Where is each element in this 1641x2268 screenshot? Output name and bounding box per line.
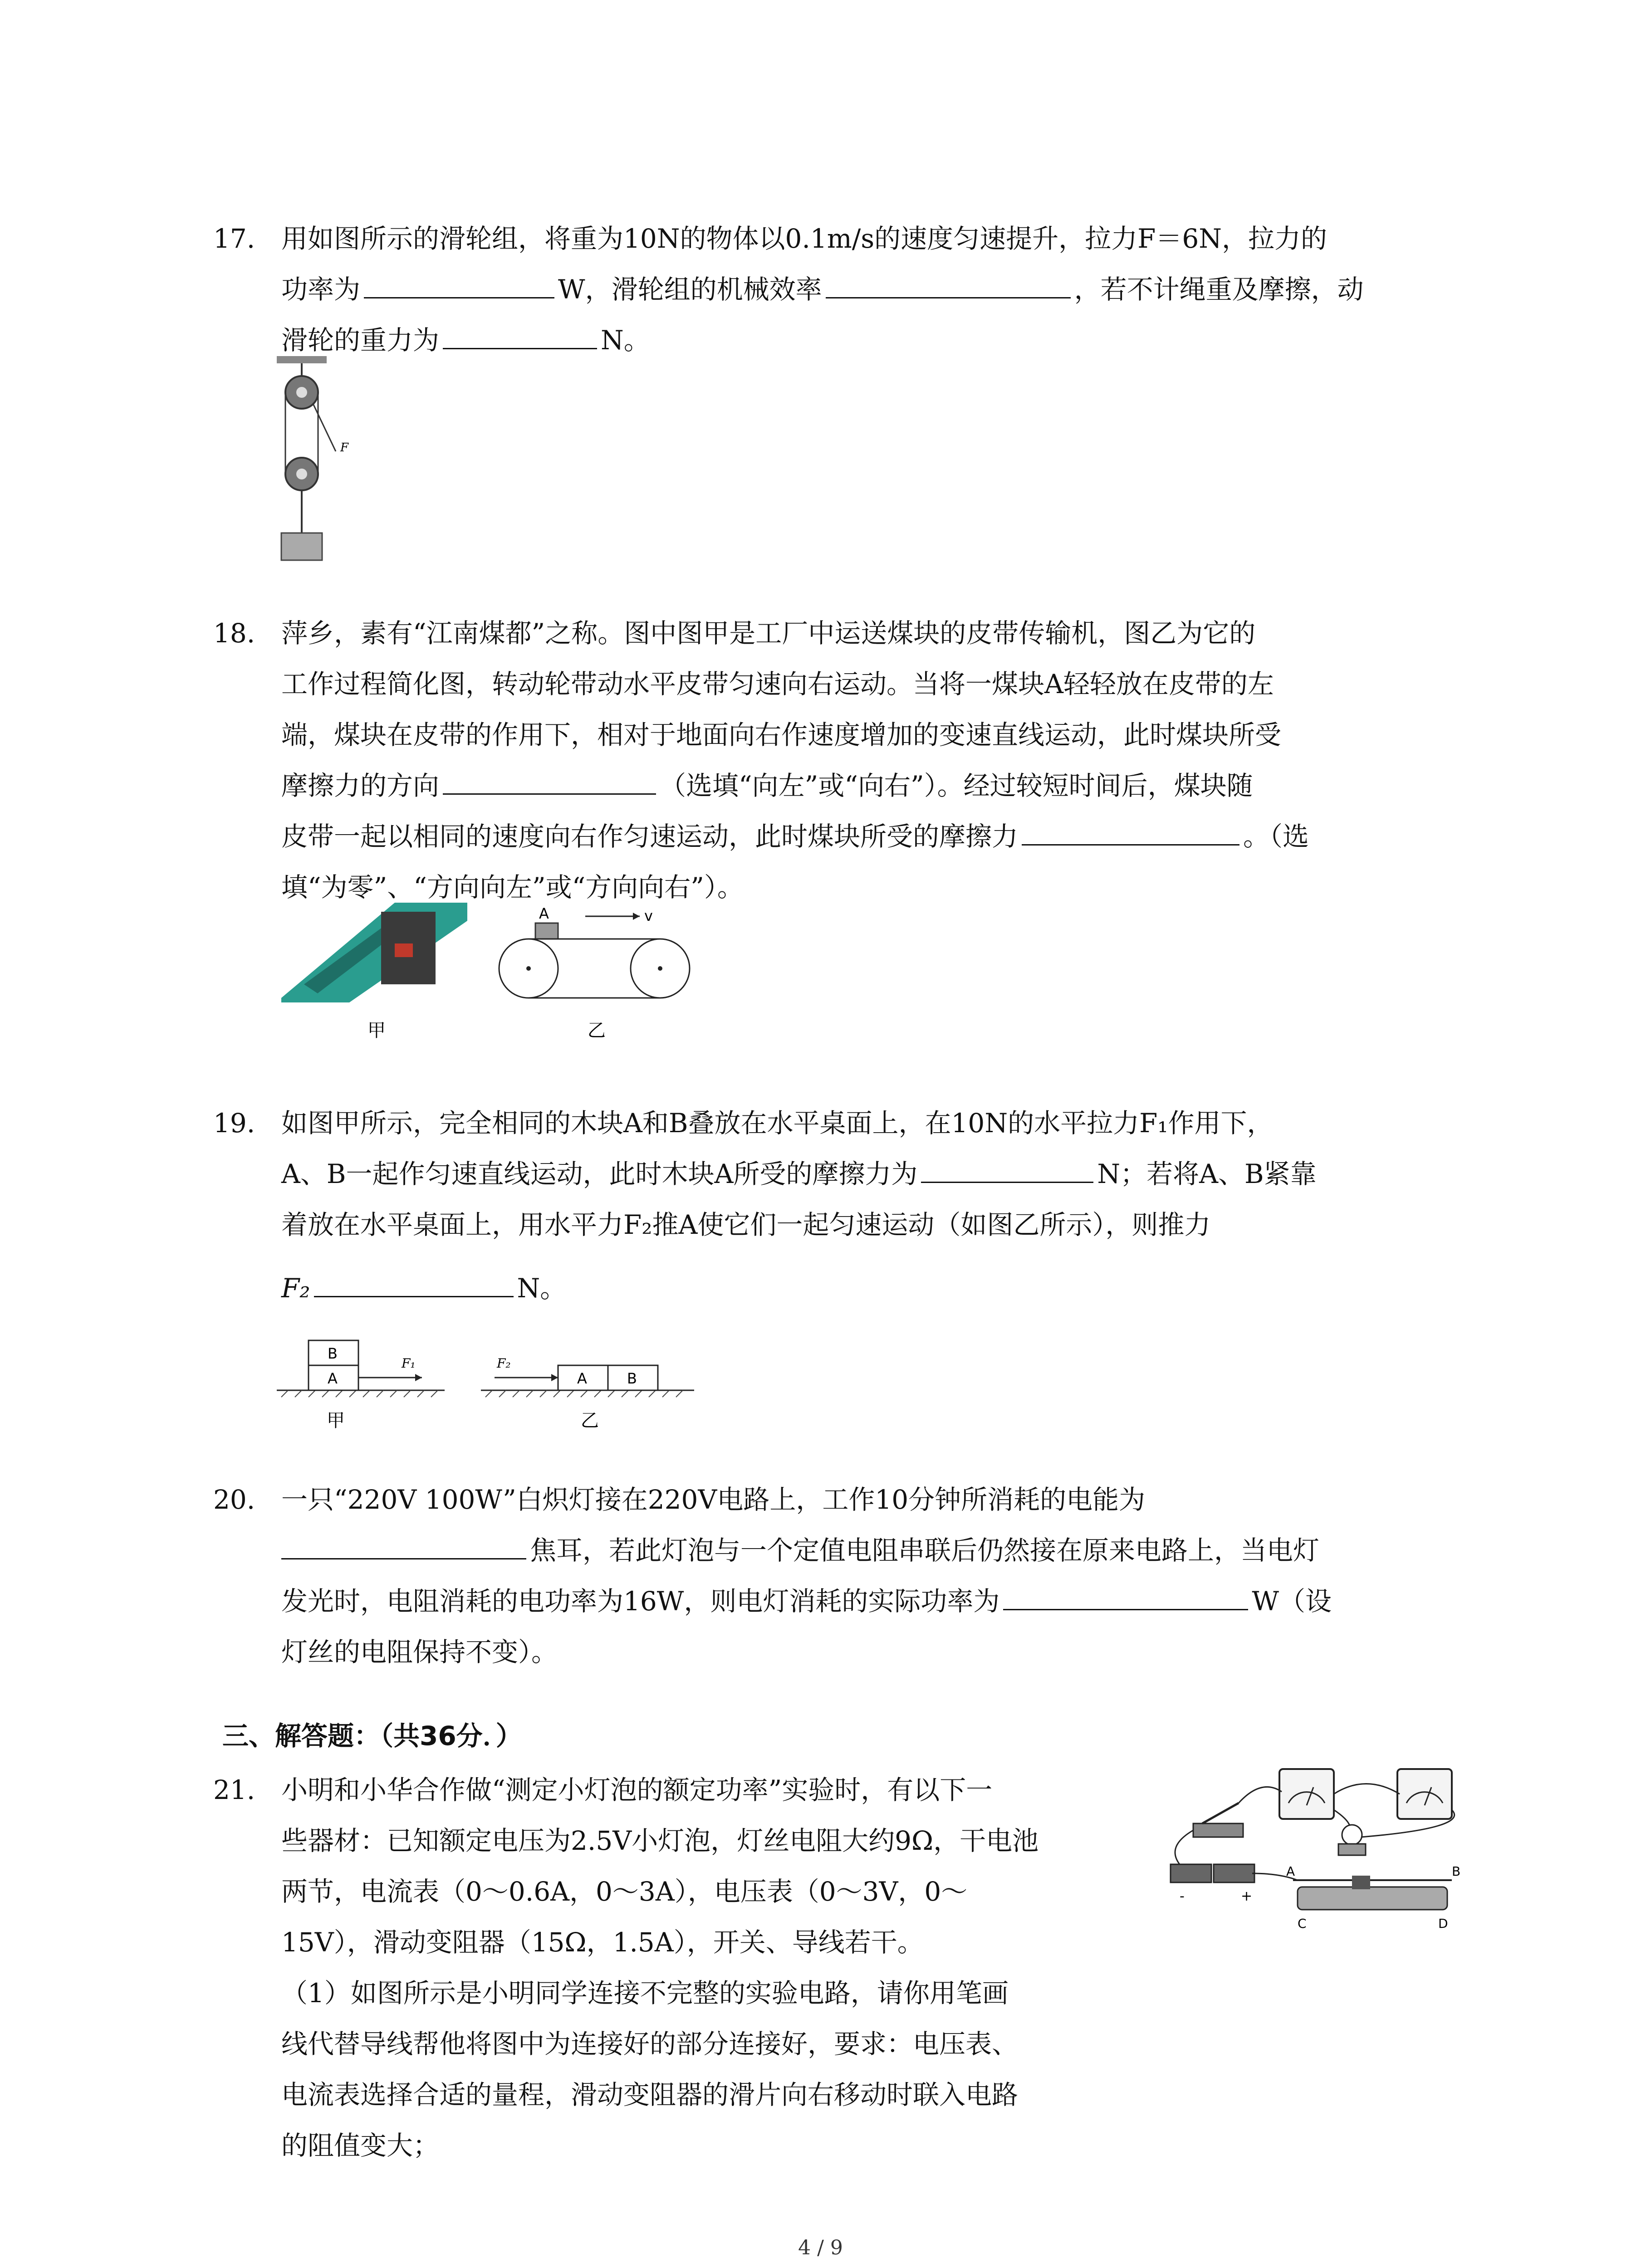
blocks-figure [272,1320,708,1433]
q21-line-1: 小明和小华合作做“测定小灯泡的额定功率”实验时，有以下一 [281,1774,993,1805]
answer-blank[interactable] [281,1526,526,1559]
pulley-figure [272,354,354,567]
q19-line-2 [281,1149,1515,1199]
q18-text: 摩擦力的方向 [281,770,440,801]
voltmeter-icon [1397,1769,1452,1819]
caption-jia: 甲 [367,1020,386,1041]
terminal-a-label: A [1286,1864,1295,1879]
q19-text: N；若将A、B紧靠 [1097,1158,1317,1189]
q20-line-3 [281,1576,1515,1627]
answer-blank[interactable] [443,316,597,349]
q20-line-2 [281,1525,1515,1576]
answer-blank[interactable] [364,265,554,298]
question-number: 18. [213,618,255,649]
q18-text: 。（选 [1243,821,1309,852]
q17-line-1: 用如图所示的滑轮组，将重为10N的物体以0.1m/s的速度匀速提升，拉力F＝6N，拉力的 [281,223,1327,254]
question-20 [213,1474,1456,1677]
block-b-label: B [328,1345,338,1362]
ammeter-icon [1279,1769,1334,1819]
section-heading: 三、解答题：（共36分．） [222,1721,522,1751]
bulb-icon [1338,1825,1366,1855]
force-f2-label: F₂ [497,1356,511,1371]
question-number: 21. [213,1774,255,1805]
rheostat-icon [1293,1876,1452,1910]
question-18 [213,608,1456,913]
force-f1-label: F₁ [402,1356,416,1371]
question-17 [213,213,1456,366]
q18-text: （选填“向左”或“向右”）。经过较短时间后，煤块随 [660,770,1253,801]
circuit-figure [1161,1760,1488,1941]
caption-yi: 乙 [581,1410,599,1431]
q20-text: 焦耳，若此灯泡与一个定值电阻串联后仍然接在原来电路上，当电灯 [530,1535,1320,1566]
answer-blank[interactable] [1003,1577,1248,1610]
q17-text: ，若不计绳重及摩擦，动 [1074,274,1364,305]
q19-line-1: 如图甲所示，完全相同的木块A和B叠放在水平桌面上，在10N的水平拉力F₁作用下， [281,1108,1274,1139]
battery-minus-label: - [1180,1888,1185,1904]
question-21 [213,1765,1220,2171]
battery-plus-label: + [1241,1888,1253,1904]
page-number: 4 / 9 [798,2236,843,2259]
q17-line-3 [281,315,1515,366]
q18-line-4 [281,760,1515,811]
q21-line-8: 的阻值变大； [281,2130,440,2161]
q19-text: F₂ [281,1273,310,1304]
terminal-d-label: D [1438,1916,1448,1931]
block-b-label: B [627,1370,637,1387]
q18-line-6: 填“为零”、“方向向左”或“方向向右”）。 [281,872,744,903]
q21-line-3: 两节，电流表（0～0.6A，0～3A），电压表（0～3V，0～ [281,1876,968,1907]
block-a-label: A [328,1370,338,1387]
q19-text: A、B一起作匀速直线运动，此时木块A所受的摩擦力为 [281,1158,918,1189]
answer-blank[interactable] [443,762,656,795]
q21-line-7: 电流表选择合适的量程，滑动变阻器的滑片向右移动时联入电路 [281,2079,1019,2110]
question-number: 20. [213,1484,255,1515]
q17-text: 功率为 [281,274,361,305]
question-number: 19. [213,1108,255,1139]
question-19 [213,1098,1456,1304]
answer-blank[interactable] [921,1150,1093,1183]
q18-text: 皮带一起以相同的速度向右作匀速运动，此时煤块所受的摩擦力 [281,821,1019,852]
q19-line-4 [281,1263,1515,1314]
block-a-label: A [577,1370,587,1387]
terminal-b-label: B [1452,1864,1461,1879]
q17-text: 滑轮的重力为 [281,325,440,356]
q19-line-3: 着放在水平桌面上，用水平力F₂推A使它们一起匀速运动（如图乙所示），则推力 [281,1209,1211,1240]
q18-line-3: 端，煤块在皮带的作用下，相对于地面向右作速度增加的变速直线运动，此时煤块所受 [281,719,1282,750]
caption-yi: 乙 [588,1020,606,1041]
q20-line-4: 灯丝的电阻保持不变）。 [281,1637,558,1667]
q17-text: N。 [601,325,650,356]
caption-jia: 甲 [327,1410,345,1431]
q17-line-2 [281,264,1515,315]
force-label: F [340,441,349,455]
conveyor-figure [277,894,703,1057]
switch-icon [1193,1803,1243,1837]
q21-line-5: （1）如图所示是小明同学连接不完整的实验电路，请你用笔画 [281,1978,1009,2009]
q20-text: W（设 [1252,1586,1332,1617]
block-a-label: A [539,905,549,922]
q20-line-1: 一只“220V 100W”白炽灯接在220V电路上，工作10分钟所消耗的电能为 [281,1484,1146,1515]
battery-icon [1171,1864,1254,1882]
q18-line-2: 工作过程简化图，转动轮带动水平皮带匀速向右运动。当将一煤块A轻轻放在皮带的左 [281,669,1274,699]
answer-blank[interactable] [314,1264,514,1297]
answer-blank[interactable] [1022,812,1239,846]
answer-blank[interactable] [826,265,1071,298]
q21-line-2: 些器材：已知额定电压为2.5V小灯泡，灯丝电阻大约9Ω，干电池 [281,1825,1039,1856]
question-number: 17. [213,223,255,254]
q20-text: 发光时，电阻消耗的电功率为16W，则电灯消耗的实际功率为 [281,1586,1000,1617]
q21-line-4: 15V），滑动变阻器（15Ω，1.5A），开关、导线若干。 [281,1927,924,1958]
q18-line-1: 萍乡，素有“江南煤都”之称。图中图甲是工厂中运送煤块的皮带传输机，图乙为它的 [281,618,1256,649]
q21-line-6: 线代替导线帮他将图中为连接好的部分连接好，要求：电压表、 [281,2028,1019,2059]
velocity-label: v [644,907,653,924]
terminal-c-label: C [1298,1916,1307,1931]
q18-line-5 [281,811,1515,862]
q19-text: N。 [517,1273,567,1304]
q17-text: W，滑轮组的机械效率 [558,274,822,305]
